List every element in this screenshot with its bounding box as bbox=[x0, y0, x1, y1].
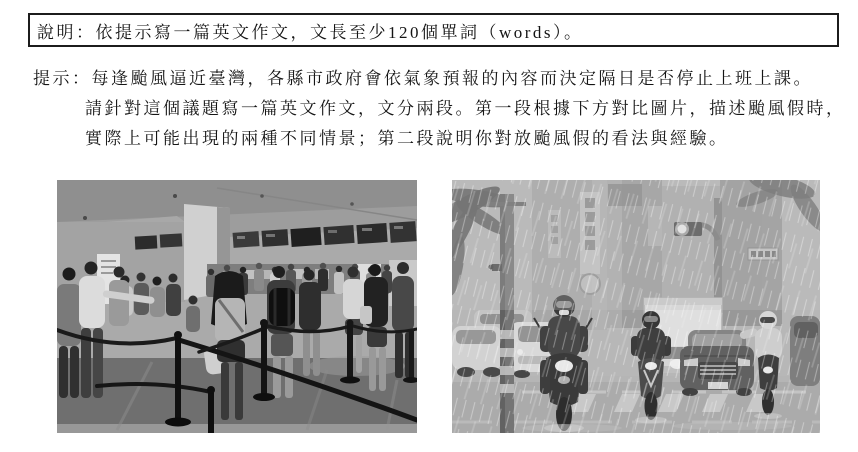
hint-paragraph bbox=[33, 64, 848, 154]
hint-line-2: 請針對這個議題寫一篇英文作文，文分兩段。第一段根據下方對比圖片，描述颱風假時， bbox=[85, 99, 846, 118]
instruction-text: 說明：依提示寫一篇英文作文，文長至少120個單詞（words）。 bbox=[37, 22, 584, 42]
photo-theater-queue bbox=[57, 180, 417, 433]
typhoon-street-image bbox=[452, 180, 820, 433]
photo-typhoon-street bbox=[452, 180, 820, 433]
hint-line-1: 提示：每逢颱風逼近臺灣，各縣市政府會依氣象預報的內容而決定隔日是否停止上班上課。 bbox=[33, 69, 813, 88]
theater-queue-image bbox=[57, 180, 417, 433]
instruction-box bbox=[28, 13, 839, 47]
hint-line-3: 實際上可能出現的兩種不同情景；第二段說明你對放颱風假的看法與經驗。 bbox=[85, 129, 729, 148]
